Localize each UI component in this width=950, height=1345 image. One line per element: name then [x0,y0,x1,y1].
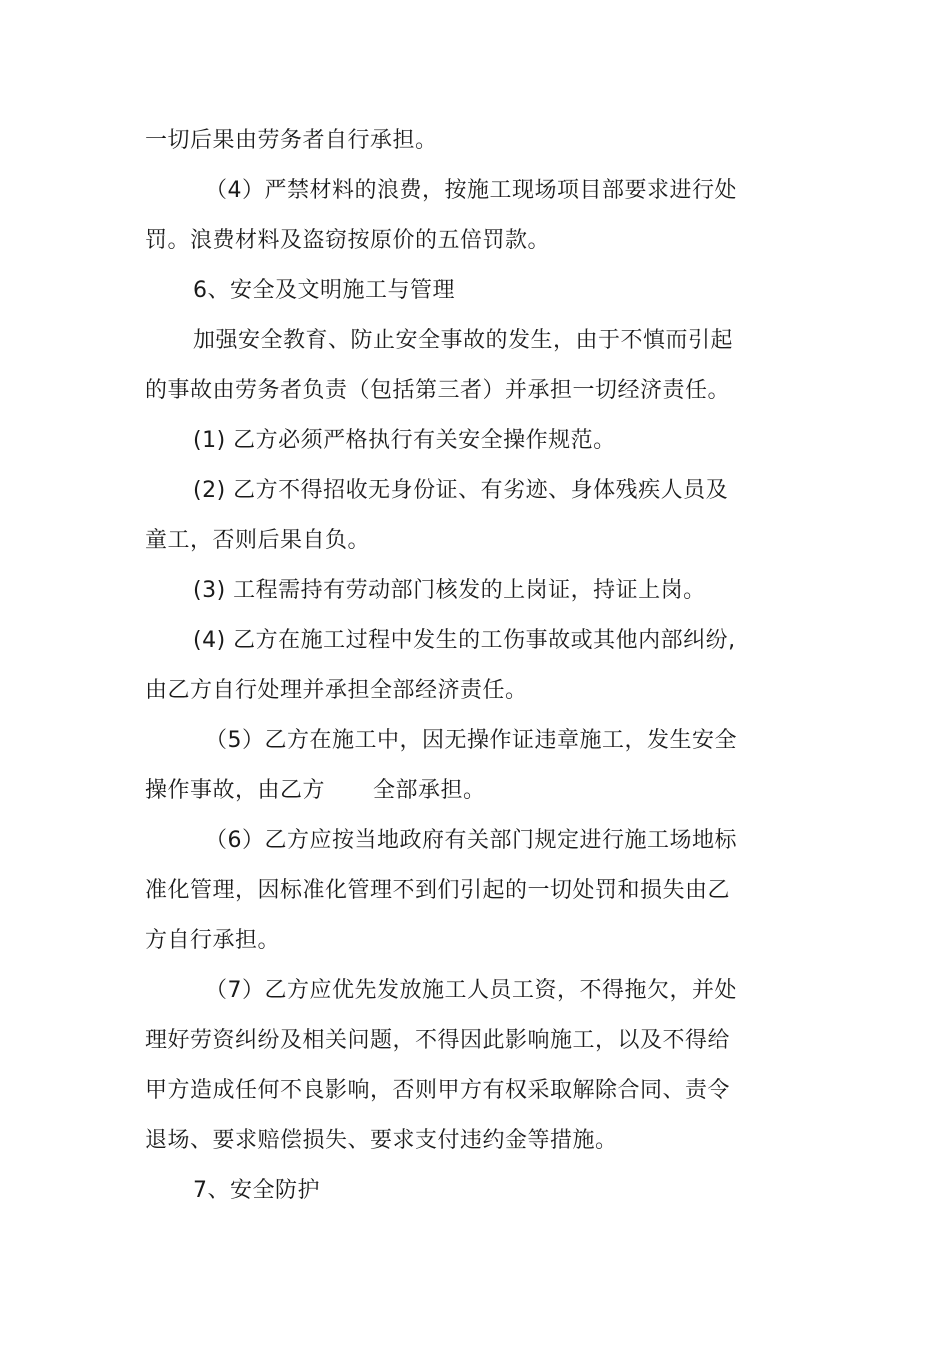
paragraph-line: 由乙方自行处理并承担全部经济责任。 [145,678,528,703]
section-heading: 6、安全及文明施工与管理 [193,278,455,303]
list-item: (4) 乙方在施工过程中发生的工伤事故或其他内部纠纷, [193,628,736,653]
paragraph-line: （4）严禁材料的浪费，按施工现场项目部要求进行处 [205,178,737,203]
paragraph-line: 加强安全教育、防止安全事故的发生，由于不慎而引起 [193,328,734,353]
paragraph-line [145,776,785,806]
list-item: （5）乙方在施工中，因无操作证违章施工，发生安全 [205,728,737,753]
paragraph-fragment: 操作事故，由乙方 [145,778,326,803]
list-item: （6）乙方应按当地政府有关部门规定进行施工场地标 [205,828,737,853]
paragraph-line: 甲方造成任何不良影响，否则甲方有权采取解除合同、责令 [145,1078,731,1103]
list-item: (1) 乙方必须严格执行有关安全操作规范。 [193,428,616,453]
paragraph-line: 童工，否则后果自负。 [145,528,371,553]
section-heading: 7、安全防护 [193,1178,320,1203]
paragraph-line: 的事故由劳务者负责（包括第三者）并承担一切经济责任。 [145,378,731,403]
list-item: (3) 工程需持有劳动部门核发的上岗证，持证上岗。 [193,578,706,603]
paragraph-line: 准化管理，因标准化管理不到们引起的一切处罚和损失由乙 [145,878,731,903]
paragraph-fragment: 全部承担。 [373,778,486,803]
paragraph-line: 退场、要求赔偿损失、要求支付违约金等措施。 [145,1128,618,1153]
paragraph-line: 方自行承担。 [145,928,281,953]
paragraph-line: 一切后果由劳务者自行承担。 [145,128,438,153]
list-item: (2) 乙方不得招收无身份证、有劣迹、身体残疾人员及 [193,478,729,503]
paragraph-line: 理好劳资纠纷及相关问题，不得因此影响施工，以及不得给 [145,1028,731,1053]
paragraph-line: 罚。浪费材料及盗窃按原价的五倍罚款。 [145,228,551,253]
list-item: （7）乙方应优先发放施工人员工资，不得拖欠，并处 [205,978,737,1003]
